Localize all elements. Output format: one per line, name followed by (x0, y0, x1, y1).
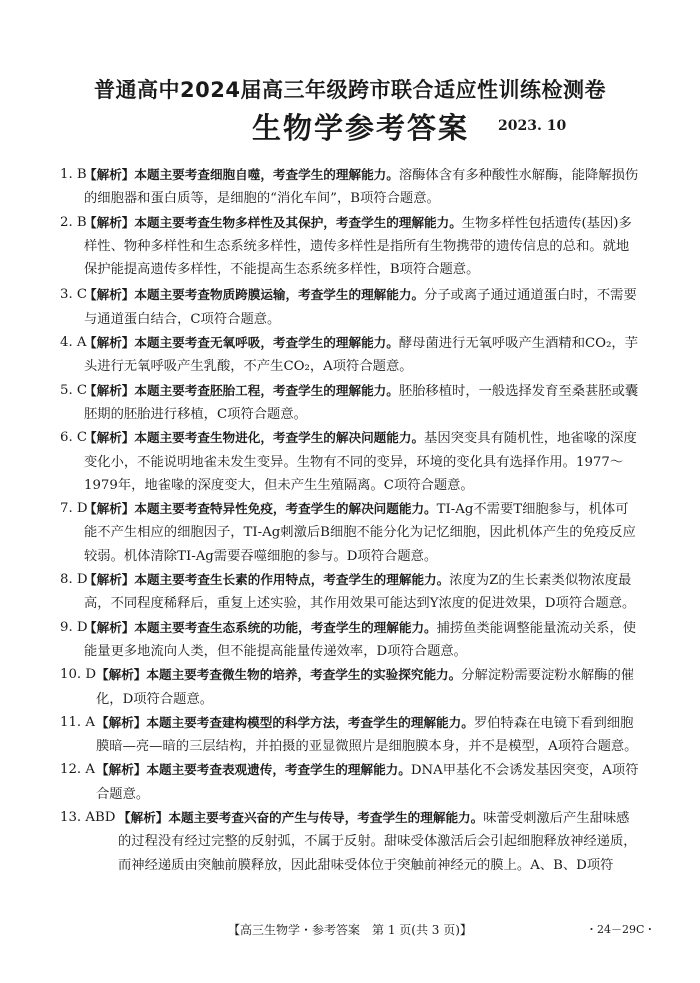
answer-number: 8. D (60, 572, 88, 588)
answer-number: 11. A (60, 714, 95, 730)
analysis-tag: 【解析】 (84, 382, 135, 398)
analysis-body: DNA甲基化不会诱发基因突变，A项符合题意。 (96, 763, 639, 802)
analysis-lead: 本题主要考查微生物的培养，考查学生的实验探究能力。 (146, 667, 462, 683)
answer-key-title: 生物学参考答案 (252, 111, 470, 145)
analysis-lead: 本题主要考查无氧呼吸，考查学生的理解能力。 (134, 335, 399, 351)
answer-list (60, 163, 640, 877)
analysis-lead: 本题主要考查生物进化，考查学生的解决问题能力。 (134, 430, 425, 446)
answer-number: 4. A (60, 335, 87, 351)
answer-number: 6. C (60, 430, 88, 446)
page-footer: 【高三生物学・参考答案 第 1 页(共 3 页)】 (228, 923, 472, 937)
analysis-tag: 【解析】 (84, 214, 135, 230)
answer-number: 12. A (60, 762, 95, 778)
answer-item (60, 211, 640, 282)
analysis-body: 基因突变具有随机性，地雀喙的深度变化小，不能说明地雀未发生变异。生物有不同的变异，环境的变化具有选择作用。1977～1979年，地雀喙的深度变大，但未产生生殖隔离。C项符合题意。 (84, 431, 637, 493)
answer-item (60, 379, 640, 427)
analysis-tag: 【解析】 (96, 762, 147, 778)
analysis-lead: 本题主要考查生物多样性及其保护，考查学生的理解能力。 (134, 214, 462, 230)
analysis-lead: 本题主要考查表观遗传，考查学生的理解能力。 (146, 762, 411, 778)
analysis-tag: 【解析】 (84, 430, 135, 446)
answer-item (60, 163, 640, 211)
answer-item (60, 426, 640, 497)
analysis-body: 酵母菌进行无氧呼吸产生酒精和CO₂，芋头进行无氧呼吸产生乳酸，不产生CO₂，A项符合题意。 (84, 336, 638, 375)
analysis-tag: 【解析】 (118, 810, 169, 826)
analysis-tag: 【解析】 (84, 501, 135, 517)
analysis-body: 味蕾受刺激后产生甜味感的过程没有经过完整的反射弧，不属于反射。甜味受体激活后会引起细胞释放神经递质，而神经递质由突触前膜释放，因此甜味受体位于突触前神经元的膜上。A、B、D项符 (118, 811, 637, 873)
analysis-lead: 本题主要考查胚胎工程，考查学生的理解能力。 (134, 382, 399, 398)
answer-item (60, 283, 640, 331)
answer-number: 1. B (60, 167, 87, 182)
analysis-body: 分解淀粉需要淀粉水解酶的催化，D项符合题意。 (96, 668, 635, 707)
answer-item (60, 711, 640, 759)
answer-number: 2. B (60, 214, 87, 230)
answer-number: 9. D (60, 619, 88, 635)
analysis-tag: 【解析】 (84, 619, 135, 635)
analysis-body: 胚胎移植时，一般选择发育至桑葚胚或囊胚期的胚胎进行移植，C项符合题意。 (84, 383, 639, 422)
answer-number: 13. ABD (60, 810, 116, 826)
analysis-tag: 【解析】 (84, 572, 135, 588)
analysis-body: 捕捞鱼类能调整能量流动关系，使能量更多地流向人类，但不能提高能量传递效率，D项符合题意。 (84, 620, 637, 659)
answer-number: 5. C (60, 382, 88, 398)
analysis-body: TI-Ag不需要T细胞参与，机体可能不产生相应的细胞因子，TI-Ag刺激后B细胞不能分化为记忆细胞，因此机体产生的免疫反应较弱。机体清除TI-Ag需要吞噬细胞的参与。D项符合题意。 (84, 502, 636, 564)
answer-item (60, 663, 640, 711)
analysis-body: 浓度为Z的生长素类似物浓度最高，不同程度稀释后，重复上述实验，其作用效果可能达到Y浓度的促进效果，D项符合题意。 (84, 573, 636, 612)
answer-item (60, 497, 640, 568)
analysis-lead: 本题主要考查物质跨膜运输，考查学生的理解能力。 (134, 287, 425, 303)
answer-number: 10. D (60, 667, 97, 683)
analysis-body: 分子或离子通过通道蛋白时，不需要与通道蛋白结合，C项符合题意。 (84, 288, 637, 327)
answer-item (60, 616, 640, 664)
answer-item (60, 568, 640, 616)
analysis-body: 生物多样性包括遗传(基因)多样性、物种多样性和生态系统多样性，遗传多样性是指所有生物携带的遗传信息的总和。就地保护能提高遗传多样性，不能提高生态系统多样性，B项符合题意。 (84, 215, 632, 278)
analysis-lead: 本题主要考查细胞自噬，考查学生的理解能力。 (134, 167, 399, 182)
analysis-tag: 【解析】 (96, 714, 147, 730)
paper-code: ・24－29C・ (586, 923, 656, 936)
analysis-lead: 本题主要考查建构模型的科学方法，考查学生的理解能力。 (146, 714, 474, 730)
analysis-lead: 本题主要考查生态系统的功能，考查学生的理解能力。 (134, 619, 437, 635)
analysis-body: 溶酶体含有多种酸性水解酶，能降解损伤的细胞器和蛋白质等，是细胞的“消化车间”，B项符合题意。 (84, 168, 639, 207)
analysis-lead: 本题主要考查兴奋的产生与传导，考查学生的理解能力。 (168, 810, 484, 826)
answer-item (60, 331, 640, 379)
exam-date: 2023. 10 (498, 118, 567, 134)
analysis-body: 罗伯特森在电镜下看到细胞膜暗—亮—暗的三层结构，并拍摄的亚显微照片是细胞膜本身，并不是模型，A项符合题意。 (96, 715, 638, 755)
answer-item (60, 758, 640, 806)
analysis-tag: 【解析】 (84, 167, 135, 182)
analysis-tag: 【解析】 (84, 335, 135, 351)
answer-number: 7. D (60, 501, 88, 517)
analysis-lead: 本题主要考查生长素的作用特点，考查学生的理解能力。 (134, 572, 450, 588)
analysis-tag: 【解析】 (84, 287, 135, 303)
answer-number: 3. C (60, 287, 88, 303)
answer-item (60, 806, 640, 877)
exam-title: 普通高中2024届高三年级跨市联合适应性训练检测卷 (94, 78, 606, 102)
analysis-lead: 本题主要考查特异性免疫，考查学生的解决问题能力。 (134, 501, 437, 517)
analysis-tag: 【解析】 (96, 667, 147, 683)
